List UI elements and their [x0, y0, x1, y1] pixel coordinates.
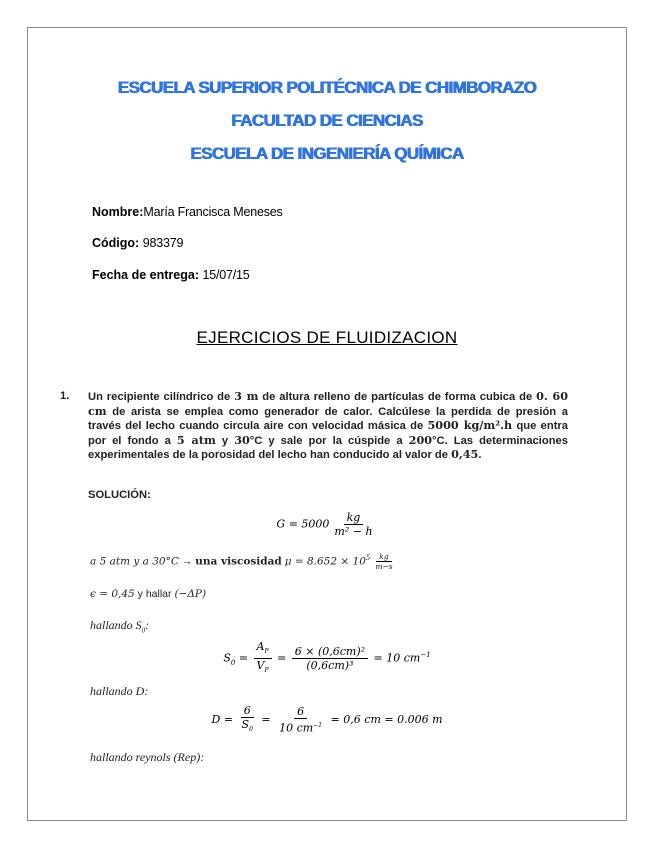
- problem-text: °C. Las determinaciones experimentales de la porosidad del lecho han conducido al valor de: [88, 434, 569, 462]
- porosity-value: ϵ = 0,45: [90, 588, 135, 600]
- problem-text: y: [215, 434, 235, 447]
- code-label: Código:: [92, 236, 140, 250]
- exponent: −1: [420, 650, 431, 659]
- symbol: S: [241, 718, 250, 731]
- arrow-icon: →: [181, 555, 193, 568]
- exponent: −1: [313, 722, 323, 730]
- student-code-line: [92, 236, 183, 250]
- numerator: 6: [294, 705, 307, 719]
- name-value: María Francisca Meneses: [143, 205, 283, 219]
- equals: =: [257, 713, 275, 726]
- denominator: m−s: [375, 562, 393, 571]
- date-value: 15/07/15: [202, 268, 250, 282]
- step-heading-d: hallando D:: [90, 684, 149, 698]
- problem-math: 30: [234, 432, 250, 447]
- mass-velocity-equation: [28, 511, 626, 538]
- conditions-text: una viscosidad: [195, 555, 282, 568]
- problem-math: 0. 60 cm: [88, 389, 568, 418]
- problem-text: °C y sale por la cúspide a: [249, 434, 409, 447]
- equals: =: [235, 651, 252, 665]
- porosity-text: y hallar: [137, 588, 172, 600]
- result: = 0,6 cm = 0.006 m: [327, 713, 443, 726]
- problem-text: que entra por el fondo a: [88, 420, 569, 447]
- conditions-math: a 5 atm y a 30°C: [90, 555, 179, 568]
- viscosity-value: μ = 8.652 × 10: [284, 555, 366, 568]
- denominator: [254, 659, 272, 677]
- document-page: [27, 27, 627, 821]
- equals: =: [273, 651, 290, 665]
- step-text: hallando S: [90, 618, 142, 632]
- header-school: ESCUELA DE INGENIERÍA QUÍMICA: [190, 144, 464, 163]
- subscript: P: [264, 667, 269, 675]
- numerator: kg: [376, 552, 391, 562]
- problem-text: de altura relleno de partículas de forma cubica de: [258, 391, 537, 403]
- numerator: kg: [344, 511, 364, 525]
- symbol: A: [256, 640, 265, 653]
- step-heading-s0: [90, 618, 149, 634]
- porosity-line: [90, 588, 206, 600]
- fraction: [331, 511, 375, 538]
- problem-math: 5 atm: [176, 432, 216, 447]
- conditions-line: [90, 552, 398, 571]
- date-label: Fecha de entrega:: [92, 268, 199, 282]
- denominator: (0,6cm)³: [306, 659, 354, 673]
- header-university: ESCUELA SUPERIOR POLITÉCNICA DE CHIMBORAZO: [117, 78, 537, 97]
- problem-text: de arista se emplea como generador de calor. Calcúlese la perdida de presión a través del lecho cuando circula aire con velocidad másica de: [88, 405, 568, 433]
- diameter-equation: [28, 704, 626, 736]
- page-title: EJERCICIOS DE FLUIDIZACION: [196, 328, 458, 347]
- numerator: 6: [241, 704, 254, 718]
- exponent: 5: [365, 553, 371, 562]
- subscript: 0: [230, 658, 236, 667]
- fraction: [292, 645, 368, 672]
- symbol: 10 cm: [279, 721, 314, 735]
- denominator: m² − h: [334, 525, 373, 538]
- fraction: [254, 640, 272, 677]
- step-heading-reynolds: hallando reynols (Rep):: [90, 750, 205, 764]
- denominator: [276, 719, 325, 735]
- header-faculty: FACULTAD DE CIENCIAS: [231, 111, 423, 130]
- fraction: [239, 704, 256, 736]
- solution-label: SOLUCIÓN:: [88, 489, 151, 501]
- problem-math: 3 m: [234, 389, 259, 403]
- fraction: [276, 705, 325, 735]
- denominator: [239, 718, 256, 736]
- problem-math: 5000 kg/m².h: [427, 418, 513, 433]
- problem-text: Un recipiente cilíndrico de: [88, 391, 235, 403]
- s0-equation: [28, 640, 626, 677]
- name-label: Nombre:: [92, 205, 144, 219]
- due-date-line: [92, 268, 250, 282]
- problem-math: 0,45: [451, 447, 479, 462]
- step-text: :: [145, 618, 150, 632]
- problem-math: 200: [408, 432, 433, 447]
- eq-lhs: G = 5000: [276, 517, 330, 531]
- eq-lhs: S: [223, 651, 231, 665]
- symbol: V: [256, 659, 265, 673]
- numerator: [254, 640, 272, 659]
- subscript: P: [264, 648, 269, 656]
- result: = 10 cm: [370, 651, 421, 665]
- numerator: 6 × (0,6cm)²: [292, 645, 368, 659]
- subscript: 0: [141, 626, 146, 635]
- eq-lhs: D =: [211, 713, 237, 726]
- problem-number: 1.: [60, 390, 70, 402]
- pressure-drop: (−ΔP): [174, 588, 207, 600]
- problem-statement: [60, 389, 569, 463]
- code-value: 983379: [142, 236, 184, 250]
- fraction: [372, 552, 395, 571]
- subscript: 0: [249, 726, 253, 734]
- problem-text: .: [478, 449, 482, 462]
- student-name-line: [92, 205, 283, 219]
